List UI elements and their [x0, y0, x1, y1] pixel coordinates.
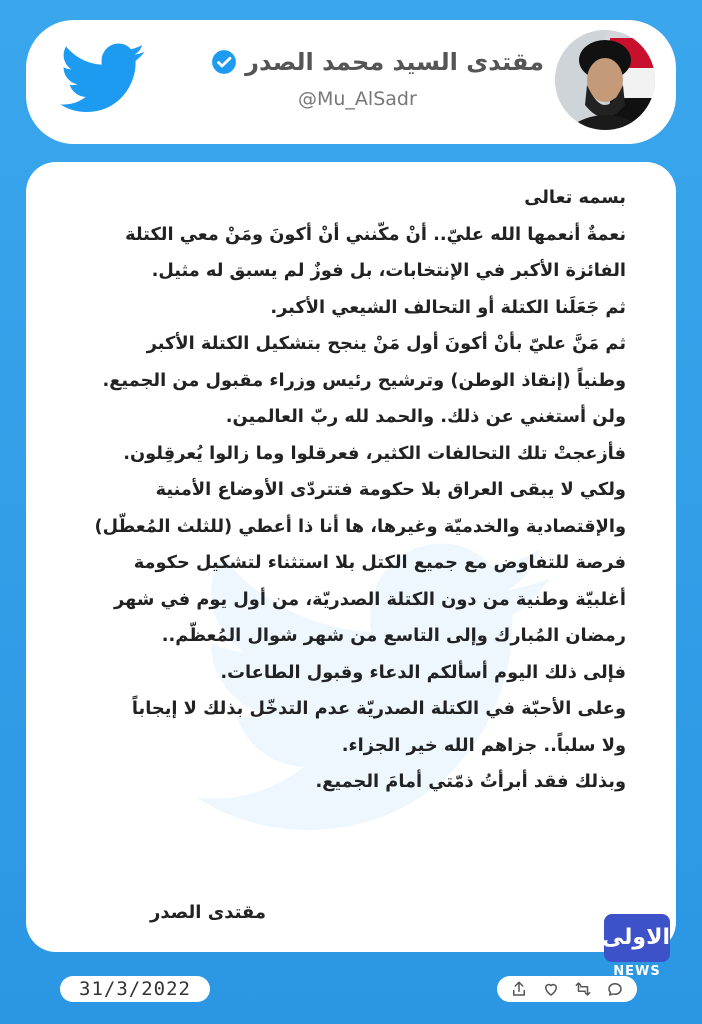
- share-icon[interactable]: [510, 980, 528, 998]
- tweet-text: [76, 180, 626, 801]
- twitter-bird-icon: [60, 42, 146, 116]
- tweet-line: فأزعجتْ تلك التحالفات الكثير، فعرقلوا وما زالوا يُعرقِلون.: [123, 442, 626, 464]
- verified-badge-icon: [211, 49, 237, 75]
- news-logo-label: NEWS: [613, 964, 661, 979]
- account-handle[interactable]: @Mu_AlSadr: [298, 88, 417, 110]
- avatar[interactable]: [555, 30, 655, 130]
- tweet-body-card: [26, 162, 676, 952]
- tweet-line: ولن أستغني عن ذلك. والحمد لله ربّ العالمين.: [225, 406, 626, 427]
- tweet-line: ثم مَنَّ عليّ بأنْ أكونَ أول مَنْ ينجح بتشكيل الكتلة الأكبر: [146, 333, 626, 354]
- account-name-row: [211, 48, 544, 76]
- news-logo-mark: الاولى: [604, 914, 670, 962]
- tweet-line: بسمه تعالى: [524, 187, 626, 208]
- tweet-date: 31/3/2022: [60, 976, 210, 1002]
- tweet-line: أغلبيّة وطنية من دون الكتلة الصدريّة، من أول يوم في شهر: [114, 588, 626, 610]
- retweet-icon[interactable]: [574, 980, 592, 998]
- account-name[interactable]: مقتدى السيد محمد الصدر: [245, 48, 544, 76]
- tweet-signature: مقتدى الصدر: [150, 902, 267, 923]
- tweet-line: ولا سلباً.. جزاهم الله خير الجزاء.: [341, 734, 626, 756]
- tweet-line: ولكي لا يبقى العراق بلا حكومة فتتردّى الأوضاع الأمنية: [155, 479, 626, 500]
- tweet-line: ثم جَعَلَنا الكتلة أو التحالف الشيعي الأكبر.: [270, 296, 626, 318]
- tweet-line: نعمةٌ أنعمها الله عليّ.. أنْ مكّنني أنْ أكونَ ومَنْ معي الكتلة: [125, 223, 626, 245]
- news-logo: [600, 914, 674, 984]
- avatar-portrait: [555, 30, 655, 130]
- tweet-line: والإقتصادية والخدميّة وغيرها، ها أنا ذا أعطي (للثلث المُعطّل): [94, 515, 626, 537]
- tweet-line: فرصة للتفاوض مع جميع الكتل بلا استثناء لتشكيل حكومة: [133, 552, 626, 573]
- like-icon[interactable]: [542, 980, 560, 998]
- tweet-line: رمضان المُبارك وإلى التاسع من شهر شوال المُعظّم..: [161, 625, 626, 646]
- tweet-line: وعلى الأحبّة في الكتلة الصدريّة عدم التدخّل بذلك لا إيجاباً: [131, 698, 626, 719]
- tweet-line: فإلى ذلك اليوم أسألكم الدعاء وقبول الطاعات.: [220, 661, 626, 683]
- tweet-line: الفائزة الأكبر في الإنتخابات، بل فوزٌ لم يسبق له مثيل.: [151, 260, 626, 281]
- tweet-line: وبذلك فقد أبرأتُ ذمّتي أمامَ الجميع.: [315, 771, 626, 792]
- tweet-line: وطنياً (إنقاذ الوطن) وترشيح رئيس وزراء مقبول من الجميع.: [102, 369, 626, 391]
